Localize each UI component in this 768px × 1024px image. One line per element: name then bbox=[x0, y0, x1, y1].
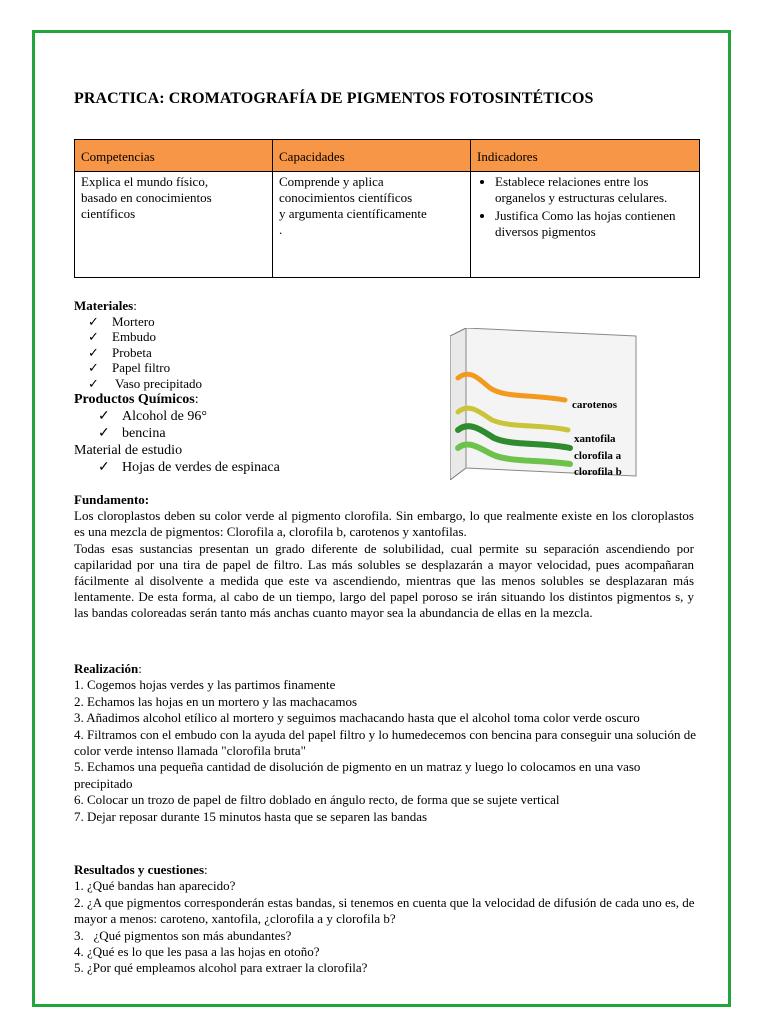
competencias-line: Explica el mundo físico, bbox=[81, 174, 209, 189]
check-icon: ✓ bbox=[98, 460, 110, 475]
productos-heading: Productos Químicos bbox=[74, 392, 195, 407]
realizacion-section bbox=[74, 661, 700, 825]
question-item: 3. ¿Qué pigmentos son más abundantes? bbox=[74, 927, 292, 943]
check-icon: ✓ bbox=[88, 344, 99, 360]
step-item: 5. Echamos una pequeña cantidad de disolución de pigmento en un matraz y luego lo colocamos en una vaso precipitado bbox=[74, 759, 641, 791]
step-item: 1. Cogemos hojas verdes y las partimos finamente bbox=[74, 677, 336, 693]
step-item: 2. Echamos las hojas en un mortero y las machacamos bbox=[74, 693, 358, 709]
resultados-heading: Resultados y cuestiones bbox=[74, 862, 205, 877]
resultados-colon: : bbox=[204, 862, 208, 877]
materiales-colon: : bbox=[133, 298, 137, 313]
fundamento-paragraph: Los cloroplastos deben su color verde al pigmento clorofila. Sin embargo, lo que realmente existe en los cloroplastos es una mezcla de pigmentos: Clorofila a, clorofila b, carotenos y xantofilas. bbox=[74, 508, 694, 540]
label-xantofila: xantofila bbox=[574, 433, 616, 445]
fundamento-paragraph: Todas esas sustancias presentan un grado diferente de solubilidad, cual permite su separación ascendiendo por capilaridad por una tira de papel de filtro. Las más solubles se desplazarán a mayor velocidad, pues acompañaran fácilmente al disolvente a medida que este va ascendiendo, mientras que las menos solubles se desplazaran más lentamente. De esta forma, al cabo de un tiempo, largo del papel poroso se irán situando los distintos pigmentos s, y las bandas coloreadas serán tanto más anchas cuanto mayor sea la abundancia de ellas en la mezcla. bbox=[74, 540, 694, 621]
check-icon: ✓ bbox=[88, 329, 99, 344]
producto-item bbox=[98, 425, 280, 442]
check-icon: ✓ bbox=[98, 426, 110, 441]
fundamento-heading: Fundamento: bbox=[74, 492, 150, 507]
cell-indicadores bbox=[471, 172, 700, 278]
estudio-item bbox=[98, 459, 280, 476]
question-item: 2. ¿A que pigmentos corresponderán estas bandas, si tenemos en cuenta que la velocidad de difusión de cada uno es, de mayor a menos: caroteno, xantofila, ¿clorofila a y clorofila b? bbox=[74, 894, 695, 927]
label-clorofila-a: clorofila a bbox=[574, 450, 622, 462]
header-indicadores: Indicadores bbox=[471, 140, 700, 172]
material-label: Mortero bbox=[112, 313, 155, 329]
estudio-heading: Material de estudio bbox=[74, 443, 183, 458]
label-carotenos: carotenos bbox=[572, 399, 618, 411]
step-item: 3. Añadimos alcohol etílico al mortero y seguimos machacando hasta que el alcohol toma color verde oscuro bbox=[74, 710, 640, 726]
producto-item bbox=[98, 408, 280, 425]
capacidades-line: y argumenta científicamente bbox=[279, 206, 427, 221]
header-capacidades: Capacidades bbox=[273, 140, 471, 172]
label-clorofila-b: clorofila b bbox=[574, 466, 622, 478]
check-icon: ✓ bbox=[88, 375, 99, 391]
indicador-item: • Establece relaciones entre los organelos y estructuras celulares. bbox=[495, 174, 693, 206]
question-item: 5. ¿Por qué empleamos alcohol para extraer la clorofila? bbox=[74, 960, 368, 976]
productos-colon: : bbox=[194, 392, 199, 407]
competencias-line: basado en conocimientos bbox=[81, 190, 212, 205]
step-item: 7. Dejar reposar durante 15 minutos hasta que se separen las bandas bbox=[74, 808, 428, 824]
chromatography-figure bbox=[450, 328, 640, 480]
competencias-line: científicos bbox=[81, 206, 136, 221]
producto-label: bencina bbox=[122, 426, 166, 441]
estudio-label: Hojas de verdes de espinaca bbox=[122, 460, 280, 475]
material-label: Embudo bbox=[112, 329, 157, 344]
materiales-heading: Materiales bbox=[74, 298, 134, 313]
paper-fold-left bbox=[450, 328, 466, 480]
check-icon: ✓ bbox=[88, 360, 99, 375]
material-item bbox=[88, 329, 280, 345]
page-title: PRACTICA: CROMATOGRAFÍA DE PIGMENTOS FOTOSINTÉTICOS bbox=[74, 90, 594, 107]
resultados-section bbox=[74, 862, 700, 977]
capacidades-line: Comprende y aplica bbox=[279, 174, 384, 189]
material-item bbox=[88, 314, 280, 330]
material-label: Vaso precipitado bbox=[112, 375, 203, 391]
question-item: 1. ¿Qué bandas han aparecido? bbox=[74, 878, 236, 894]
cell-capacidades bbox=[273, 172, 471, 278]
material-label: Probeta bbox=[112, 344, 152, 360]
realizacion-heading: Realización bbox=[74, 661, 139, 676]
fundamento-section bbox=[74, 492, 694, 622]
step-item: 4. Filtramos con el embudo con la ayuda del papel filtro y lo humedecemos con bencina para conseguir una solución de color verde intenso llamada "clorofila bruta" bbox=[74, 726, 697, 759]
capacidades-line: conocimientos científicos bbox=[279, 190, 413, 205]
cell-competencias bbox=[75, 172, 273, 278]
question-item: 4. ¿Qué es lo que les pasa a las hojas en otoño? bbox=[74, 944, 320, 960]
material-label: Papel filtro bbox=[112, 360, 171, 375]
check-icon: ✓ bbox=[88, 313, 99, 329]
producto-label: Alcohol de 96° bbox=[122, 409, 207, 424]
material-item bbox=[88, 360, 280, 376]
header-competencias: Competencias bbox=[75, 140, 273, 172]
realizacion-colon: : bbox=[138, 661, 142, 676]
capacidades-line: . bbox=[279, 222, 283, 237]
competencies-table bbox=[74, 139, 700, 278]
materiales-section bbox=[74, 298, 280, 476]
material-item bbox=[88, 376, 280, 392]
check-icon: ✓ bbox=[98, 409, 110, 424]
material-item bbox=[88, 345, 280, 361]
step-item: 6. Colocar un trozo de papel de filtro doblado en ángulo recto, de forma que se sujete vertical bbox=[74, 792, 560, 808]
indicador-item: • Justifica Como las hojas contienen diversos pigmentos bbox=[495, 208, 693, 240]
